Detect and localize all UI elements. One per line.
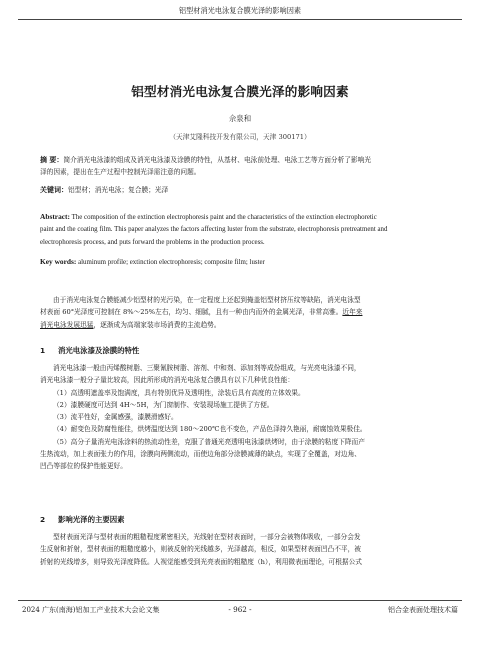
- footer-section: 铝合金表面处理技术篇: [388, 606, 458, 614]
- keywords-cn-label: 关键词：: [40, 186, 68, 194]
- affiliation: （天津艾隆科技开发有限公司，天津 300171）: [169, 133, 311, 141]
- intro-line-1: 由于消光电泳复合膜能减少铝型材的光污染，在一定程度上还起到掩盖铝型材挤压纹等缺陷，消光电泳型: [53, 296, 361, 304]
- section-1-item-4: （4）耐变色及防腐性能佳，烘烤温度达到 180～200℃也不变色，产品色泽持久艳丽，耐腐蚀效果极佳。: [53, 425, 367, 434]
- page-number: - 962 -: [228, 605, 252, 614]
- section-2-line: 型材表面光泽与型材表面的粗糙程度紧密相关，光线射在型材表面时，一部分会被物体吸收，一部分会发: [53, 533, 361, 541]
- section-1-item-5: （5）高分子量消光电泳涂料的热流动性差，克服了普通光亮透明电泳漆烘烤时，由于涂膜的粘度下降而产: [53, 437, 365, 446]
- abstract-en-line-1: The composition of the extinction electrophoresis paint and the characteristics of the extinction electrophoretic: [71, 214, 377, 221]
- section-1-line: 消光电泳漆一般由丙烯酸树脂、三聚氰胺树脂、溶剂、中和剂、添加剂等成份组成，与光亮电泳漆不同，: [53, 364, 361, 372]
- keywords-cn-text: 铝型材；消光电泳；复合膜；光泽: [68, 186, 169, 194]
- section-1-item-2: （2）漆膜硬度可达到 4H～5H，为门窗制作、安装现场施工提供了方便。: [53, 400, 274, 409]
- section-1-line: 凹凸等部位的保护性能更好。: [40, 462, 127, 471]
- keywords-en: [40, 256, 440, 269]
- abstract-cn-text-1: 简介消光电泳漆的组成及消光电泳漆及涂膜的特性，从基材、电泳前处理、电泳工艺等方面分析了影响光: [63, 156, 372, 164]
- section-2-line: 折射的光线增多，则导致光泽度降低。人视觉能感受到光亮表面的粗糙度（h），利用微表面理论，可根据公式: [40, 557, 362, 566]
- author: 佘泉和: [228, 114, 252, 123]
- abstract-en-line-2: paint and the coating film. This paper analyzes the factors affecting luster from the substrate, electrophoresis pretreatment and: [40, 226, 388, 234]
- abstract-cn-label: 摘 要：: [40, 156, 64, 164]
- running-head: 铝型材消光电泳复合膜光泽的影响因素: [178, 6, 302, 15]
- section-1-item-3: （3）流平性好，金属感强，漆膜滑感好。: [53, 413, 178, 422]
- intro-paragraph: [40, 294, 440, 331]
- intro-line-3a: 消光电泳发展迅猛: [40, 320, 94, 329]
- paper-title: 铝型材消光电泳复合膜光泽的影响因素: [131, 84, 349, 99]
- abstract-cn: [40, 154, 440, 178]
- abstract-cn-text-2: 泽的因素，提出在生产过程中控制光泽需注意的问题。: [40, 168, 201, 176]
- section-2-number: 2: [40, 515, 46, 524]
- section-1-number: 1: [40, 346, 46, 355]
- section-2-body: [40, 531, 440, 568]
- abstract-en-label: Abstract:: [40, 212, 70, 221]
- abstract-en-line-3: electrophoresis process, and puts forward the problems in the production process.: [40, 238, 265, 246]
- keywords-en-label: Key words:: [40, 257, 77, 266]
- intro-line-2a: 材表面 60°光泽度可控制在 8%～25%左右，均匀、细腻，且有一种由内而外的金属光泽，非常高雅。: [40, 308, 343, 317]
- section-1-heading: [40, 345, 139, 356]
- section-1-body: [40, 362, 440, 473]
- keywords-en-text: aluminum profile; extinction electrophoresis; composite film; luster: [78, 259, 265, 266]
- intro-line-3b: ，逐渐成为高端家装市场消费的主流趋势。: [93, 320, 221, 329]
- section-2-heading: [40, 514, 125, 525]
- header-rule: [18, 19, 462, 20]
- intro-line-3: [40, 319, 440, 331]
- section-1-line: 生热流动，加上表面张力的作用，涂膜向两侧流动，而使边角部分涂膜减薄的缺点，实现了全覆盖，对边角、: [40, 450, 361, 459]
- footer-proceedings: 2024 广东(南海)铝加工产业技术大会论文集: [22, 606, 160, 614]
- section-2-line: 生反射和折射，型材表面的粗糙度越小，则被反射的光线越多，光泽越高，相反，如果型材表面凹凸不平，被: [40, 545, 361, 554]
- abstract-en: [40, 211, 440, 249]
- section-1-title: 消光电泳漆及涂膜的特性: [58, 346, 140, 355]
- section-1-line: 消光电泳漆一般分子量比较高，因此所形成的消光电泳复合膜具有以下几种优良性能：: [40, 376, 295, 385]
- keywords-cn: [40, 184, 440, 196]
- section-2-title: 影响光泽的主要因素: [58, 515, 125, 524]
- section-1-item-1: （1）高透明遮盖率及饱满度，具有特别优异及透明性，涂装后具有高度的立体效果。: [53, 388, 305, 397]
- intro-line-2: [40, 306, 440, 318]
- intro-line-2b: 近年来: [342, 308, 363, 317]
- footer-rule: [18, 600, 462, 601]
